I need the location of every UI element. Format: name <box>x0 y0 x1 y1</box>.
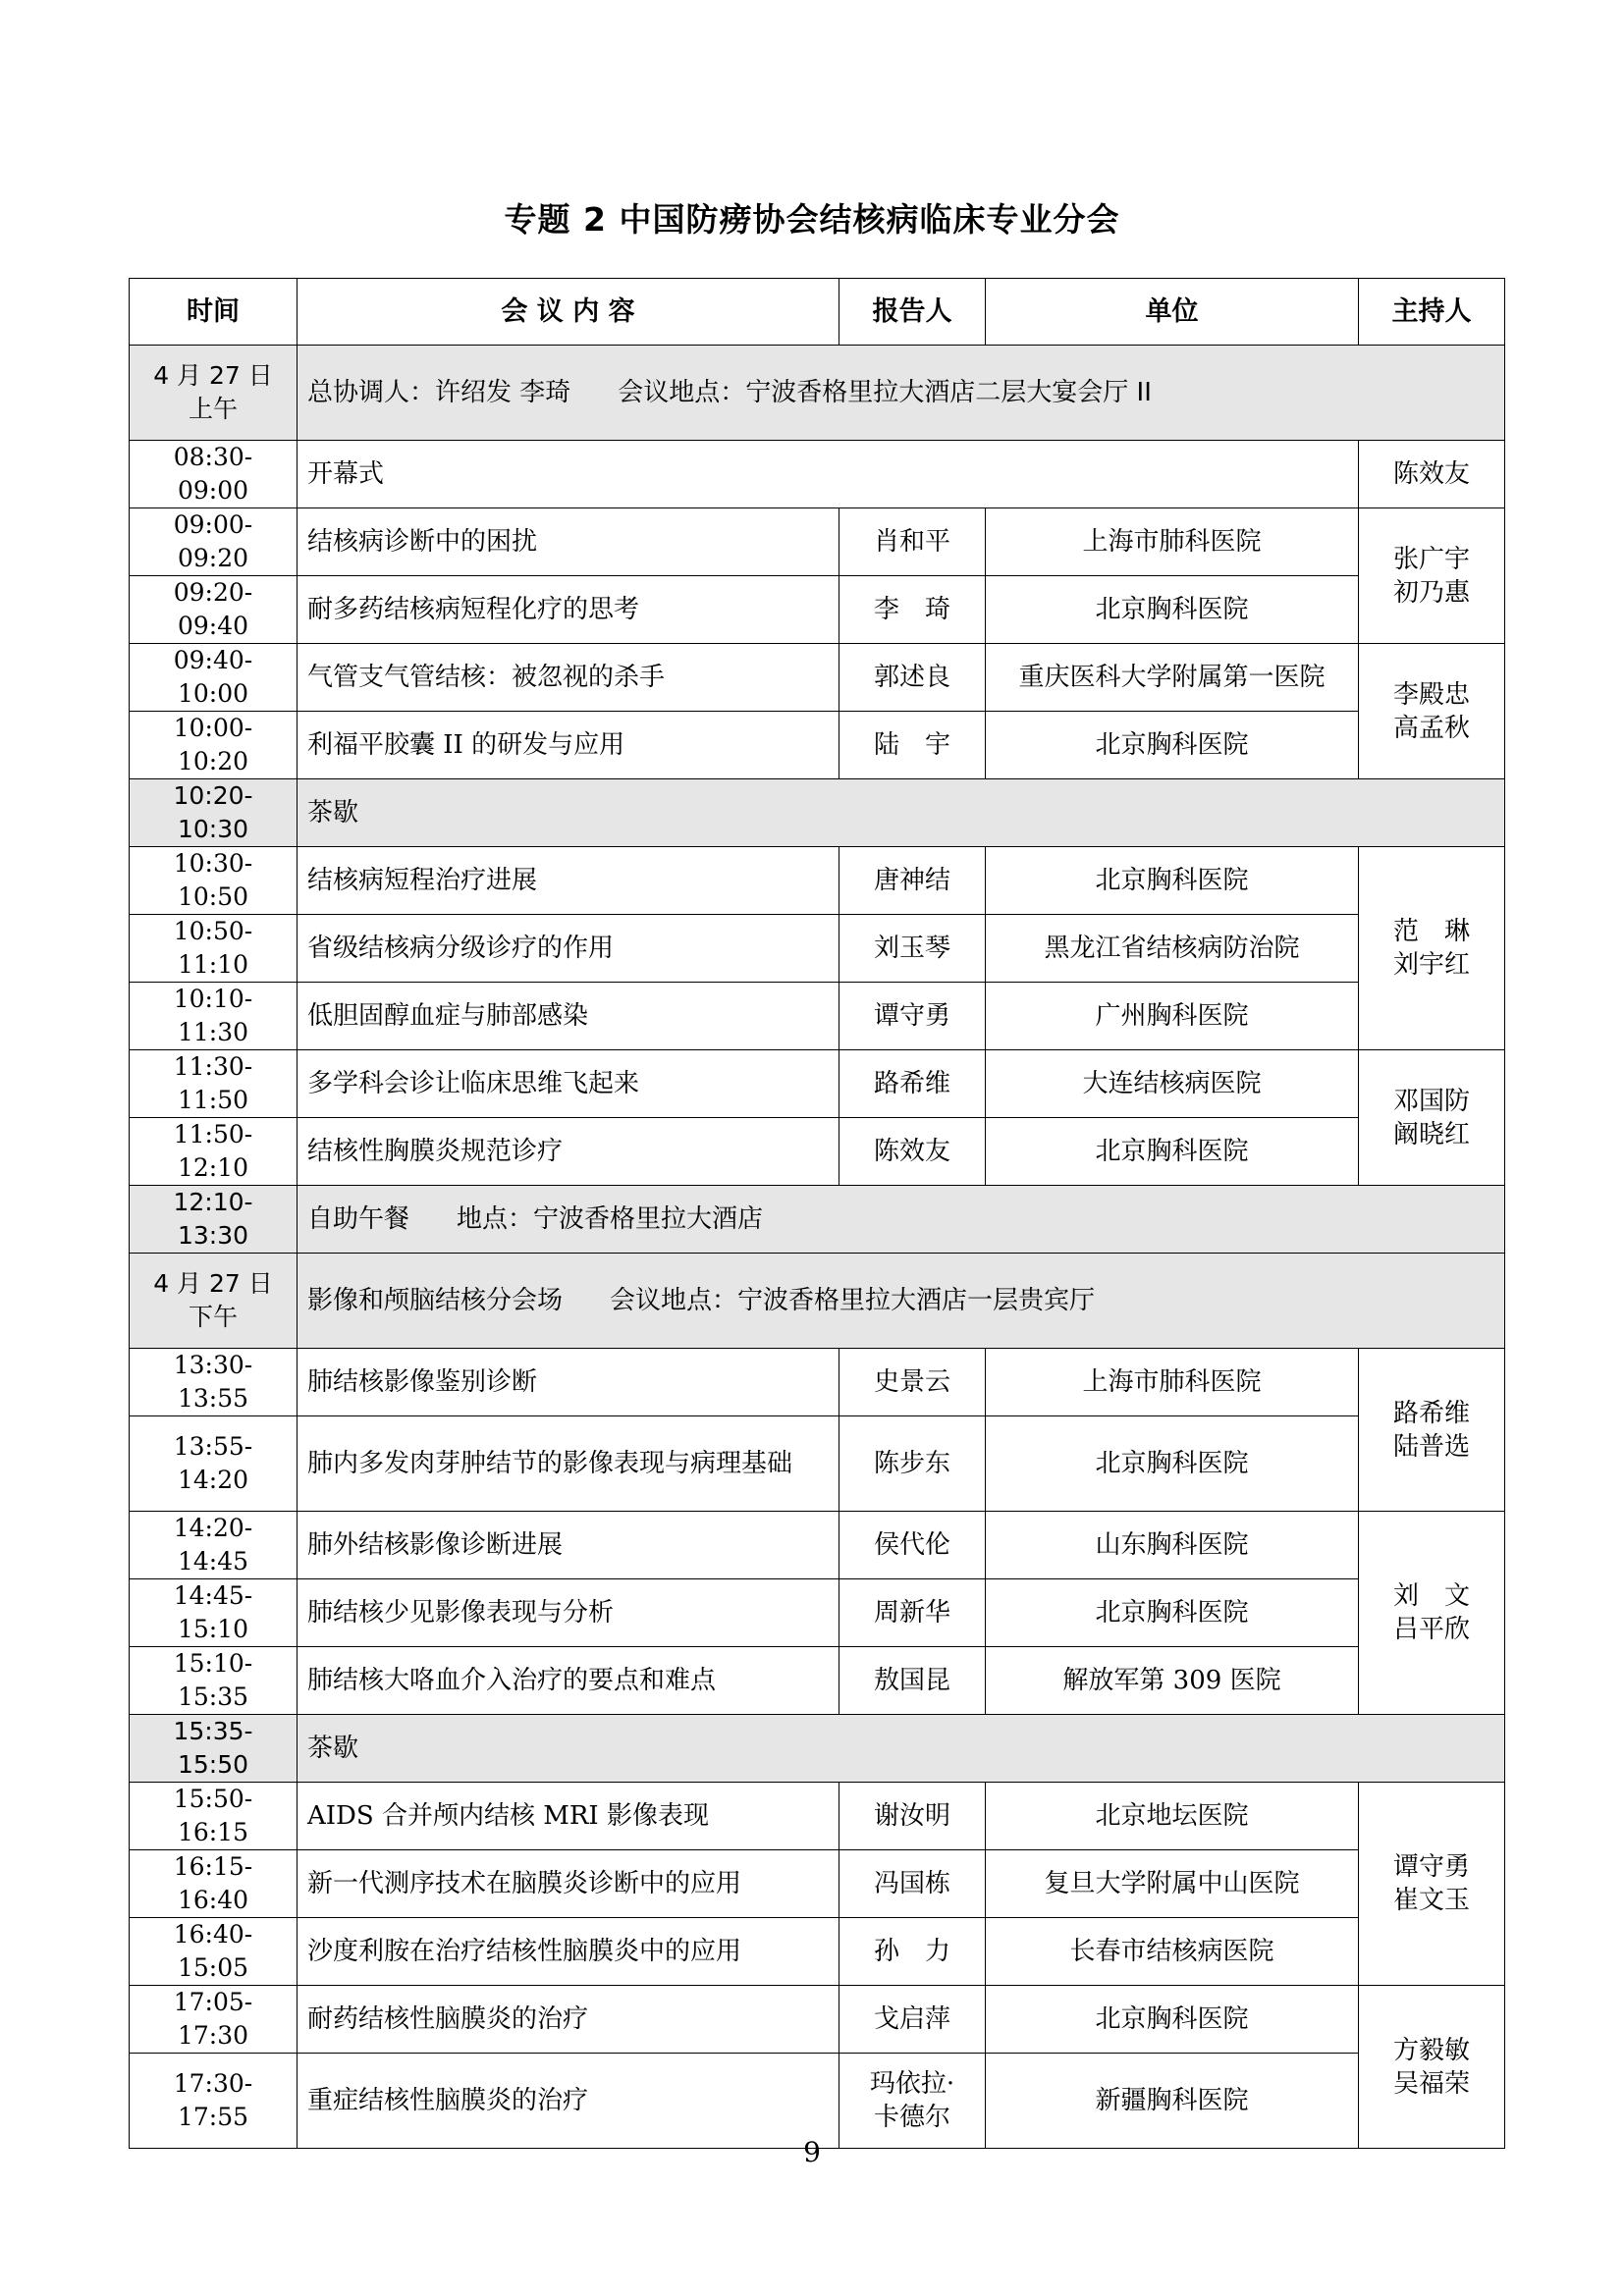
table-row: 10:50-11:10 省级结核病分级诊疗的作用 刘玉琴 黑龙江省结核病防治院 <box>130 915 1505 983</box>
table-row: 10:10-11:30 低胆固醇血症与肺部感染 谭守勇 广州胸科医院 <box>130 983 1505 1050</box>
table-row: 09:40-10:00 气管支气管结核：被忽视的杀手 郭述良 重庆医科大学附属第一医院 李殿忠 高孟秋 <box>130 644 1505 712</box>
section-info: 总协调人：许绍发 李琦 会议地点：宁波香格里拉大酒店二层大宴会厅 II <box>298 346 1505 441</box>
table-header-row <box>130 279 1505 346</box>
header-time: 时间 <box>130 279 298 346</box>
table-row: 13:30-13:55 肺结核影像鉴别诊断 史景云 上海市肺科医院 路希维 陆普选 <box>130 1349 1505 1416</box>
table-row: 15:50-16:15 AIDS 合并颅内结核 MRI 影像表现 谢汝明 北京地坛医院 谭守勇 崔文玉 <box>130 1783 1505 1850</box>
host-cell: 刘 文 吕平欣 <box>1359 1512 1505 1715</box>
header-unit: 单位 <box>986 279 1359 346</box>
host-cell: 邓国防 阚晓红 <box>1359 1050 1505 1186</box>
header-content: 会 议 内 容 <box>298 279 839 346</box>
section-row-morning <box>130 346 1505 441</box>
section-row-lunch: 12:10-13:30 自助午餐 地点：宁波香格里拉大酒店 <box>130 1186 1505 1254</box>
header-host: 主持人 <box>1359 279 1505 346</box>
host-cell: 方毅敏 吴福荣 <box>1359 1986 1505 2149</box>
section-info: 影像和颅脑结核分会场 会议地点：宁波香格里拉大酒店一层贵宾厅 <box>298 1254 1505 1349</box>
section-row-break: 15:35-15:50 茶歇 <box>130 1715 1505 1783</box>
table-row: 11:50-12:10 结核性胸膜炎规范诊疗 陈效友 北京胸科医院 <box>130 1118 1505 1186</box>
table-row: 09:00-09:20 结核病诊断中的困扰 肖和平 上海市肺科医院 张广宇 初乃惠 <box>130 508 1505 576</box>
page-number: 9 <box>803 2136 821 2168</box>
speaker-cell: 玛依拉· 卡德尔 <box>839 2054 986 2149</box>
schedule-table <box>129 278 1505 2149</box>
host-cell: 范 琳 刘宇红 <box>1359 847 1505 1050</box>
section-row-afternoon <box>130 1254 1505 1349</box>
page-title: 专题 2 中国防痨协会结核病临床专业分会 <box>504 200 1120 239</box>
table-row: 14:20-14:45 肺外结核影像诊断进展 侯代伦 山东胸科医院 刘 文 吕平欣 <box>130 1512 1505 1579</box>
section-date: 4 月 27 日 下午 <box>130 1254 298 1349</box>
section-row-break: 10:20-10:30 茶歇 <box>130 779 1505 847</box>
table-row: 10:30-10:50 结核病短程治疗进展 唐神结 北京胸科医院 范 琳 刘宇红 <box>130 847 1505 915</box>
table-row: 11:30-11:50 多学科会诊让临床思维飞起来 路希维 大连结核病医院 邓国防 阚晓红 <box>130 1050 1505 1118</box>
host-cell: 张广宇 初乃惠 <box>1359 508 1505 644</box>
section-date: 4 月 27 日 上午 <box>130 346 298 441</box>
host-cell: 李殿忠 高孟秋 <box>1359 644 1505 779</box>
table-row: 15:10-15:35 肺结核大咯血介入治疗的要点和难点 敖国昆 解放军第 309 医院 <box>130 1647 1505 1715</box>
table-row: 14:45-15:10 肺结核少见影像表现与分析 周新华 北京胸科医院 <box>130 1579 1505 1647</box>
table-row: 16:40-15:05 沙度利胺在治疗结核性脑膜炎中的应用 孙 力 长春市结核病医院 <box>130 1918 1505 1986</box>
host-cell: 路希维 陆普选 <box>1359 1349 1505 1512</box>
table-row: 17:05-17:30 耐药结核性脑膜炎的治疗 戈启萍 北京胸科医院 方毅敏 吴福荣 <box>130 1986 1505 2054</box>
table-row: 17:30-17:55 重症结核性脑膜炎的治疗 玛依拉· 卡德尔 新疆胸科医院 <box>130 2054 1505 2149</box>
table-row: 13:55-14:20 肺内多发肉芽肿结节的影像表现与病理基础 陈步东 北京胸科医院 <box>130 1416 1505 1512</box>
table-row: 09:20-09:40 耐多药结核病短程化疗的思考 李 琦 北京胸科医院 <box>130 576 1505 644</box>
header-speaker: 报告人 <box>839 279 986 346</box>
table-row: 16:15-16:40 新一代测序技术在脑膜炎诊断中的应用 冯国栋 复旦大学附属中山医院 <box>130 1850 1505 1918</box>
host-cell: 谭守勇 崔文玉 <box>1359 1783 1505 1986</box>
table-row: 10:00-10:20 利福平胶囊 II 的研发与应用 陆 宇 北京胸科医院 <box>130 712 1505 779</box>
table-row: 08:30-09:00 开幕式 陈效友 <box>130 441 1505 508</box>
